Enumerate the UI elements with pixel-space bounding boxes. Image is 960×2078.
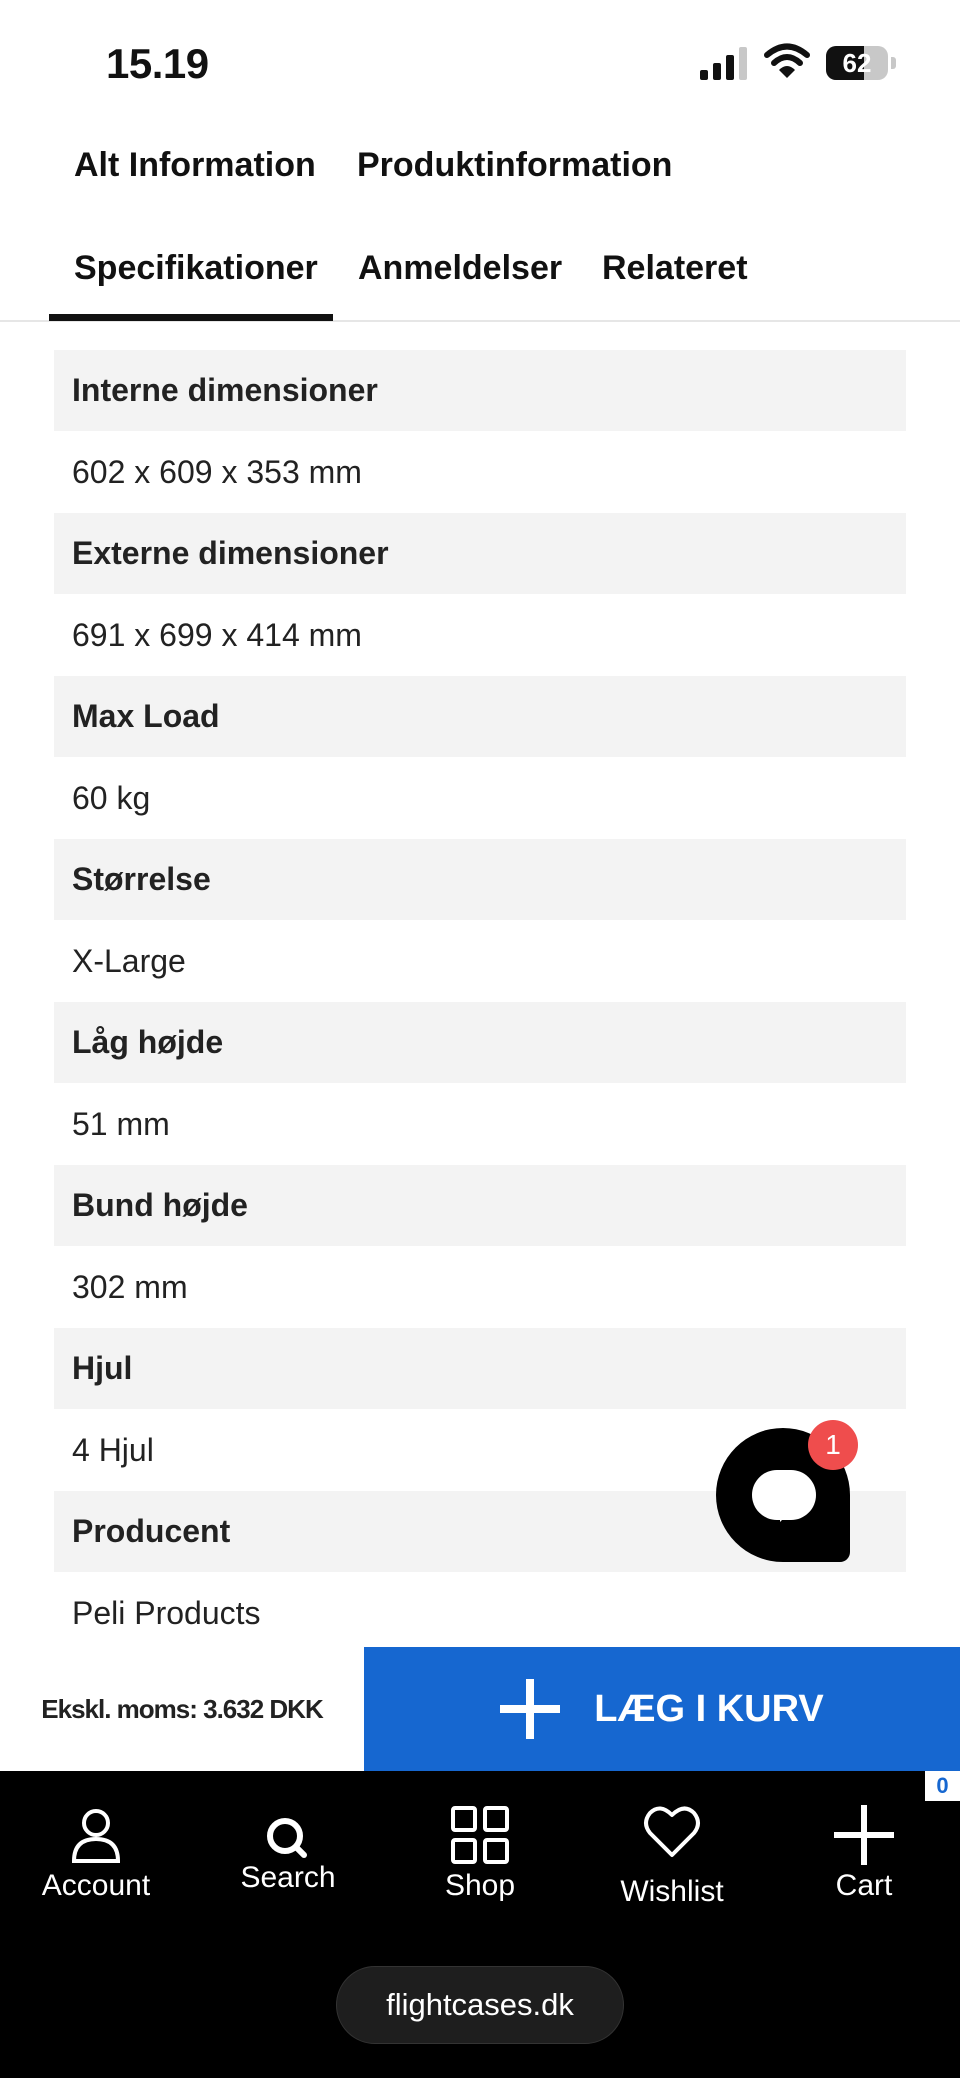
- nav-label: Wishlist: [620, 1875, 724, 1908]
- grid-icon: [450, 1805, 510, 1865]
- spec-value: 302 mm: [54, 1246, 906, 1328]
- nav-label: Account: [41, 1869, 151, 1902]
- nav-wishlist[interactable]: [576, 1771, 768, 1911]
- nav-label: Cart: [835, 1869, 893, 1902]
- spec-label: Producent: [54, 1491, 906, 1572]
- tab-anmeldelser[interactable]: Anmeldelser: [358, 249, 563, 287]
- browser-url-bar[interactable]: flightcases.dk: [336, 1966, 624, 2044]
- nav-shop[interactable]: [384, 1771, 576, 1911]
- product-tabs: [0, 120, 960, 322]
- spec-label: Låg højde: [54, 1002, 906, 1083]
- spec-value: 602 x 609 x 353 mm: [54, 431, 906, 513]
- wifi-icon: [764, 42, 810, 80]
- tab-relateret[interactable]: Relateret: [602, 249, 748, 287]
- chat-unread-badge: 1: [808, 1420, 858, 1470]
- spec-label: Interne dimensioner: [54, 350, 906, 431]
- spec-label: Størrelse: [54, 839, 906, 920]
- tab-produktinformation[interactable]: Produktinformation: [357, 146, 673, 184]
- nav-account[interactable]: [0, 1771, 192, 1911]
- plus-icon: [500, 1679, 560, 1739]
- user-icon: [66, 1805, 126, 1865]
- spec-value: 60 kg: [54, 757, 906, 839]
- nav-search[interactable]: [192, 1771, 384, 1911]
- active-tab-indicator: [49, 314, 333, 321]
- spec-value: 51 mm: [54, 1083, 906, 1165]
- spec-value: X-Large: [54, 920, 906, 1002]
- status-time: 15.19: [106, 40, 209, 87]
- nav-label: Shop: [444, 1869, 516, 1902]
- status-bar: [0, 0, 960, 120]
- spec-value: 4 Hjul: [54, 1409, 906, 1491]
- plus-icon: [834, 1805, 894, 1865]
- price-excl-vat: Ekskl. moms: 3.632 DKK: [0, 1647, 364, 1771]
- spec-label: Max Load: [54, 676, 906, 757]
- nav-label: Search: [240, 1861, 336, 1894]
- spec-value: Peli Products: [54, 1572, 906, 1654]
- spec-value: 691 x 699 x 414 mm: [54, 594, 906, 676]
- battery-percent: 62: [842, 48, 872, 78]
- spec-label: Hjul: [54, 1328, 906, 1409]
- cart-count-badge: 0: [925, 1771, 960, 1801]
- add-to-cart-button[interactable]: [364, 1647, 960, 1771]
- heart-icon: [642, 1801, 702, 1861]
- tab-alt-information[interactable]: Alt Information: [74, 146, 316, 184]
- signal-icon: [700, 46, 750, 80]
- battery-indicator: [826, 46, 896, 80]
- spec-label: Bund højde: [54, 1165, 906, 1246]
- add-to-cart-label: LÆG I KURV: [594, 1687, 824, 1730]
- spec-label: Externe dimensioner: [54, 513, 906, 594]
- tab-specifikationer[interactable]: Specifikationer: [74, 249, 318, 287]
